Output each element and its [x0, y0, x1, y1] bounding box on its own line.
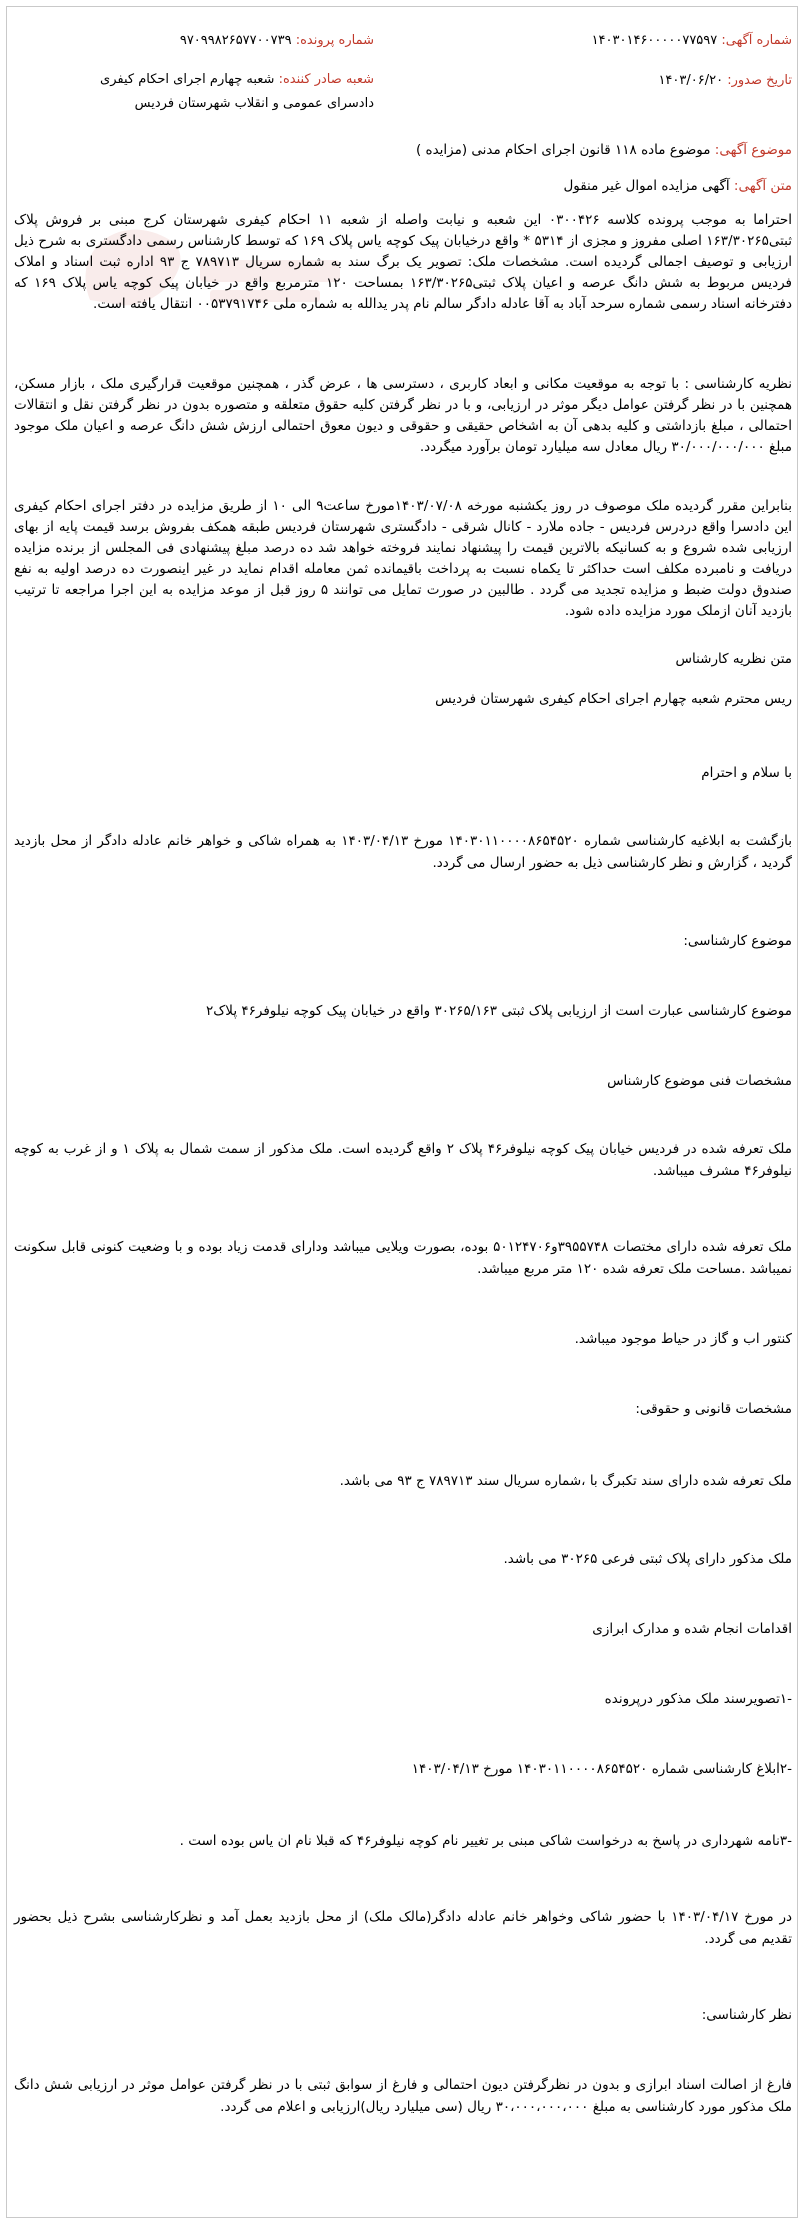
action-item-2: -۲ابلاغ کارشناسی شماره ۱۴۰۳۰۱۱۰۰۰۰۸۶۵۴۵۲۰ مورخ ۱۴۰۳/۰۴/۱۳	[411, 1761, 792, 1777]
technical-specs-heading: مشخصات فنی موضوع کارشناس	[607, 1073, 792, 1089]
issuer	[74, 68, 374, 116]
technical-specs-location: ملک تعرفه شده در فردیس خیابان پیک کوچه نیلوفر۴۶ پلاک ۲ واقع گردیده است. ملک مذکور از سمت شمال به پلاک ۱ و از غرب به کوچه نیلوفر۴۶ مشرف میباشد.	[14, 1141, 792, 1179]
paragraph-auction-terms: بنابراین مقرر گردیده ملک موصوف در روز یکشنبه مورخه ۱۴۰۳/۰۷/۰۸مورخ ساعت۹ الی ۱۰ از طریق مزایده در دفتر اجرای احکام کیفری این دادسرا واقع دردرس فردیس - جاده ملارد - کانال شرقی - دادگستری شهرستان فردیس طبقه همکف بفروش برسد قیمت پایه از بهای ارزیابی شده شروع و به کسانیکه بالاترین قیمت را پیشنهاد نمایند فروخته خواهد شد ده درصد مبلغ پیشنهادی فی المجلس از برنده مزایده دریافت و نامبرده مکلف است حداکثر تا یکماه نسبت به پرداخت باقیمانده ثمن معامله اقدام نماید در غیر اینصورت ده درصد اولیه به نفع صندوق دولت ضبط و مزایده تجدید می گردد . طالبین در صورت تمایل می توانند ۵ روز قبل از موعد مزایده به این اجرا مراجعه تا ترتیب بازدید آنان ازملک مورد مزایده داده شود.	[14, 498, 793, 619]
issue-date	[658, 72, 792, 90]
ad-subject	[416, 142, 792, 158]
technical-specs-coordinates: ملک تعرفه شده دارای مختصات ۳۹۵۵۷۴۸و۵۰۱۲۴۷۰۶ بوده، بصورت ویلایی میباشد ودارای قدمت زیاد بوده و با وضعیت کنونی قابل سکونت نمیباشد .مساحت ملک تعرفه شده ۱۲۰ متر مربع میباشد.	[14, 1239, 792, 1277]
expert-conclusion-heading: نظر کارشناسی:	[701, 2007, 792, 2023]
ad-number	[592, 32, 792, 50]
ad-text-label: متن آگهی:	[733, 178, 792, 194]
paragraph-expert-opinion: نظریه کارشناسی : با توجه به موقعیت مکانی و ابعاد کاربری ، دسترسی ها ، عرض گذر ، همچنین موقعیت قرارگیری ملک ، بازار مسکن، همچنین با در نظر گرفتن عوامل دیگر موثر در ارزیابی، و با در نظر گرفتن کلیه حقوق متعلقه و متصوره بدون در نظر گرفتن نقل و انتقالات احتمالی ، مبلغ بازداشتی و کلیه بدهی آن به اشخاص حقیقی و حقوقی و دیون معوق احتمالی ارزش شش دانگ عرصه و اعیان ملک موجود مبلغ ۳۰/۰۰۰/۰۰۰/۰۰۰ ریال معادل سه میلیارد تومان برآورد میگردد.	[14, 376, 792, 455]
utilities-note: کنتور اب و گاز در حیاط موجود میباشد.	[574, 1331, 792, 1347]
case-number-label: شماره پرونده:	[295, 33, 374, 48]
expert-subject-text: موضوع کارشناسی عبارت است از ارزیابی پلاک ثبتی ۳۰۲۶۵/۱۶۳ واقع در خیابان پیک کوچه نیلوفر۴۶ پلاک۲	[205, 1003, 792, 1019]
action-item-3: -۳نامه شهرداری در پاسخ به درخواست شاکی مبنی بر تغییر نام کوچه نیلوفر۴۶ که قبلا نام ان یاس بوده است .	[179, 1833, 792, 1849]
legal-specs-plate: ملک مذکور دارای پلاک ثبتی فرعی ۳۰۲۶۵ می باشد.	[503, 1551, 792, 1567]
issuer-value: شعبه چهارم اجرای احکام کیفری دادسرای عمومی و انقلاب شهرستان فردیس	[100, 72, 374, 111]
ad-text-heading	[563, 178, 792, 194]
legal-specs-deed: ملک تعرفه شده دارای سند تکبرگ با ،شماره سریال سند ۷۸۹۷۱۳ ج ۹۳ می باشد.	[339, 1473, 792, 1489]
addressee: ریس محترم شعبه چهارم اجرای احکام کیفری شهرستان فردیس	[435, 691, 792, 707]
expert-text-heading: متن نظریه کارشناس	[675, 651, 792, 667]
paragraph-intro: احتراما به موجب پرونده کلاسه ۰۳۰۰۴۲۶ این شعبه و نیابت واصله از شعبه ۱۱ احکام کیفری شهرستان کرج مبنی بر فروش پلاک ثبتی۱۶۳/۳۰۲۶۵ اصلی مفروز و مجزی از ۵۳۱۴ * واقع درخیابان پیک کوچه یاس پلاک ۱۶۹ که توسط کارشناس رسمی دادگستری به شرح ذیل ارزیابی و توصیف اجمالی گردیده است. مشخصات ملک: تصویر یک برگ سند به شماره سریال ۷۸۹۷۱۳ ج ۹۳ اداره ثبت اسناد و املاک فردیس مربوط به شش دانگ عرصه و اعیان پلاک ثبتی۱۶۳/۳۰۲۶۵ بمساحت ۱۲۰ مترمربع واقع در خیابان پیک کوچه یاس پلاک ۱۶۹ که دفترخانه اسناد رسمی شماره سرحد آباد به آقا عادله دادگر سالم نام پدر یدالله به شماره ملی ۰۰۵۳۷۹۱۷۴۶ انتقال یافته است.	[14, 212, 793, 312]
expert-subject-heading: موضوع کارشناسی:	[683, 933, 792, 949]
ad-number-label: شماره آگهی:	[721, 33, 792, 48]
issue-date-value: ۱۴۰۳/۰۶/۲۰	[658, 73, 724, 88]
legal-specs-heading: مشخصات قانونی و حقوقی:	[635, 1401, 792, 1417]
actions-heading: اقدامات انجام شده و مدارک ابرازی	[592, 1621, 792, 1637]
paragraph-site-visit: در مورخ ۱۴۰۳/۰۴/۱۷ با حضور شاکی وخواهر خانم عادله دادگر(مالک ملک) از محل بازدید بعمل آمد و نظرکارشناسی بشرح ذیل بحضور تقدیم می گردد.	[14, 1909, 792, 1947]
issue-date-label: تاریخ صدور:	[727, 73, 792, 88]
ad-text-title: آگهی مزایده اموال غیر منقول	[563, 178, 730, 194]
case-number-value: ۹۷۰۹۹۸۲۶۵۷۷۰۰۷۳۹	[179, 33, 292, 48]
case-number	[180, 32, 374, 50]
greeting: با سلام و احترام	[701, 765, 792, 781]
ad-number-value: ۱۴۰۳۰۱۴۶۰۰۰۰۰۷۷۵۹۷	[591, 33, 718, 48]
expert-conclusion-text: فارغ از اصالت اسناد ابرازی و بدون در نظرگرفتن دیون احتمالی و فارغ از سوابق ثبتی با در نظر گرفتن عوامل موثر در ارزیابی شش دانگ ملک مذکور مورد کارشناسی به مبلغ ۳۰،۰۰۰،۰۰۰،۰۰۰ ریال (سی میلیارد ریال)ارزیابی و اعلام می گردد.	[14, 2077, 792, 2115]
action-item-1: -۱تصویرسند ملک مذکور درپرونده	[604, 1691, 792, 1707]
ad-subject-label: موضوع آگهی:	[714, 142, 792, 158]
ad-subject-value: موضوع ماده ۱۱۸ قانون اجرای احکام مدنی (مزایده )	[415, 142, 711, 158]
paragraph-return-visit: بازگشت به ابلاغیه کارشناسی شماره ۱۴۰۳۰۱۱۰۰۰۰۸۶۵۴۵۲۰ مورخ ۱۴۰۳/۰۴/۱۳ به همراه شاکی و خواهر خانم عادله دادگر از محل بازدید گردید ، گزارش و نظر کارشناسی ذیل به حضور ارسال می گردد.	[14, 833, 792, 871]
issuer-label: شعبه صادر کننده:	[278, 72, 374, 87]
